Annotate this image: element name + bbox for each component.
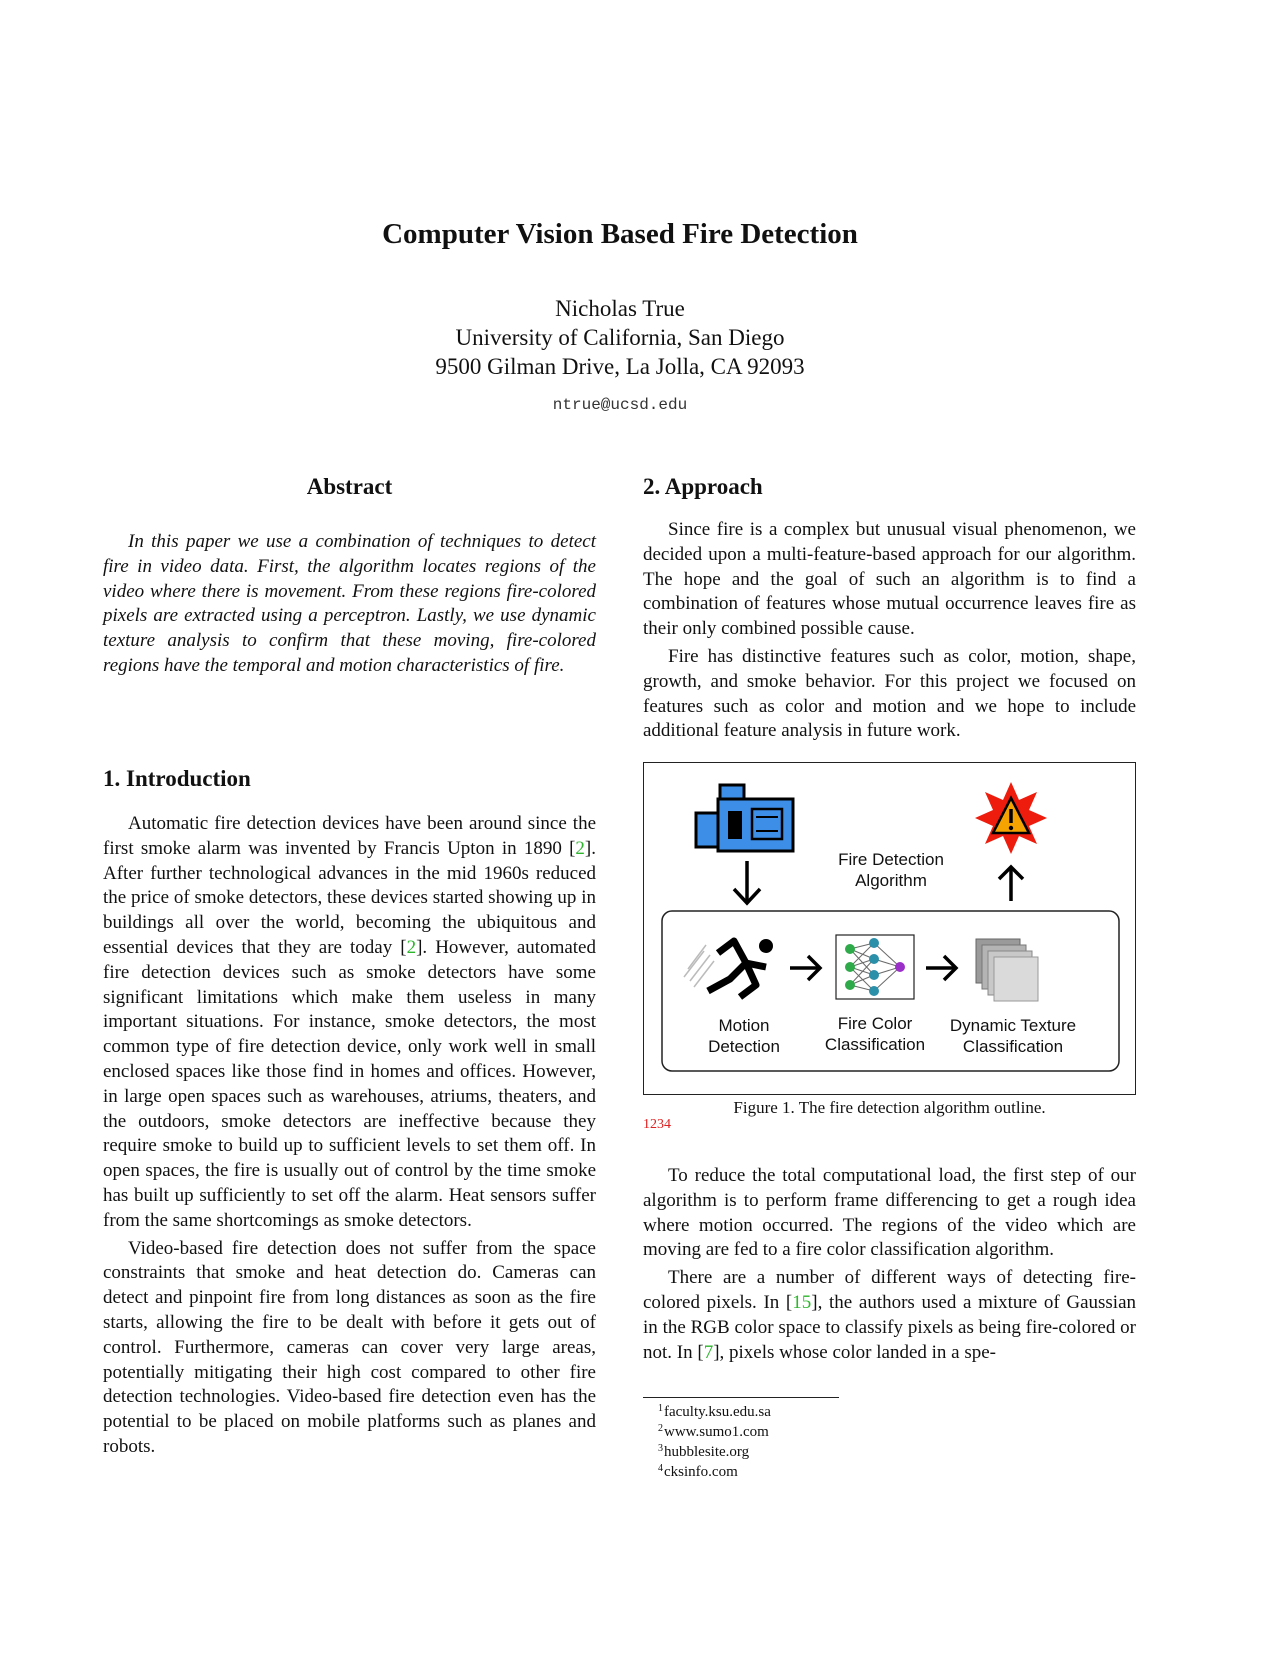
approach-heading: 2. Approach bbox=[643, 474, 763, 499]
introduction-paragraph-1: Automatic fire detection devices have been around since the first smoke alarm was invented by Francis Upton in 1890 [2]. After further technological advances in the mid 1960s reduced the price of smoke detectors, these devices started showing up in buildings all over the world, becoming the ubiquitous and essential devices that they are today [2]. However, automated fire detection devices such as smoke detectors have some significant limitations which make them useless in many important situations. For instance, smoke detectors, the most common type of fire detection device, only work well in small enclosed spaces like those find in homes and offices. However, in large open spaces such as warehouses, atriums, theaters, and the outdoors, smoke detectors are ineffective because they require smoke to build up to sufficient levels to set them off. In open spaces, the fire is usually out of control by the time smoke has built up sufficiently to set off the alarm. Heat sensors suffer from the same shortcomings as smoke detectors. bbox=[103, 813, 596, 1231]
footnote-4: $^4$cksinfo.com bbox=[658, 1463, 738, 1480]
abstract-heading: Abstract bbox=[306, 474, 393, 499]
arrow-right-icon bbox=[790, 956, 820, 980]
running-person-icon bbox=[684, 939, 773, 997]
author-email: ntrue@ucsd.edu bbox=[552, 396, 688, 414]
texture-frames-icon bbox=[976, 939, 1038, 1001]
citation-link[interactable]: 7 bbox=[703, 1341, 714, 1363]
video-camera-icon bbox=[696, 785, 793, 851]
figure-caption: Figure 1. The fire detection algorithm outline. bbox=[733, 1098, 1046, 1117]
warning-alarm-icon bbox=[975, 782, 1047, 854]
footnote-2: $^2$www.sumo1.com bbox=[658, 1423, 769, 1440]
algorithm-diagram bbox=[644, 763, 1135, 1094]
footnote-1: $^1$faculty.ksu.edu.sa bbox=[658, 1403, 771, 1420]
footnote-rule bbox=[643, 1397, 839, 1398]
arrow-down-icon bbox=[734, 861, 760, 903]
approach-paragraph-4: There are a number of different ways of detecting fire-colored pixels. In [15], the authors used a mixture of Gaussian in the RGB color space to classify pixels as being fire-colored or not. In [7], pixels whose color landed in a spe- bbox=[643, 1267, 1136, 1363]
author-address: 9500 Gilman Drive, La Jolla, CA 92093 bbox=[435, 354, 805, 379]
citation-link[interactable]: 2 bbox=[406, 936, 417, 958]
arrow-up-icon bbox=[999, 867, 1023, 901]
algorithm-label-line-2: Algorithm bbox=[855, 871, 927, 890]
introduction-heading: 1. Introduction bbox=[103, 766, 251, 791]
motion-label-line-2: Detection bbox=[708, 1037, 780, 1056]
approach-paragraph-1: Since fire is a complex but unusual visual phenomenon, we decided upon a multi-feature-based approach for our algorithm. The hope and the goal of such an algorithm is to find a combination of features whose mutual occurrence leaves fire as their only combined possible cause. bbox=[643, 519, 1136, 640]
approach-body bbox=[643, 518, 1136, 744]
color-label-line-2: Classification bbox=[824, 1035, 926, 1054]
arrow-right-icon bbox=[926, 956, 956, 980]
texture-label-line-1: Dynamic Texture bbox=[949, 1016, 1077, 1035]
paper-title: Computer Vision Based Fire Detection bbox=[382, 218, 858, 250]
abstract-paragraph: In this paper we use a combination of techniques to detect fire in video data. First, the algorithm locates regions of the video where there is movement. From these regions fire-colored pixels are extracted using a perceptron. Lastly, we use dynamic texture analysis to confirm that these moving, fire-colored regions have the temporal and motion characteristics of fire. bbox=[103, 531, 596, 676]
introduction-paragraph-2: Video-based fire detection does not suffer from the space constraints that smoke and heat detection do. Cameras can detect and pinpoint fire from long distances as soon as the fire starts, allowing the fire to be dealt with before it gets out of control. Furthermore, cameras can cover very large areas, potentially mitigating their high cost compared to other fire detection technologies. Video-based fire detection even has the potential to be placed on mobile platforms such as planes and robots. bbox=[103, 1237, 596, 1457]
introduction-body bbox=[103, 812, 596, 1460]
texture-label-line-2: Classification bbox=[962, 1037, 1064, 1056]
footnote-marker: 1234 bbox=[643, 1117, 671, 1132]
figure-1 bbox=[643, 762, 1136, 1095]
footnote-3: $^3$hubblesite.org bbox=[658, 1443, 750, 1460]
abstract-text bbox=[103, 530, 596, 679]
citation-link[interactable]: 15 bbox=[792, 1291, 812, 1313]
color-label-line-1: Fire Color bbox=[837, 1014, 913, 1033]
author-name: Nicholas True bbox=[555, 296, 685, 321]
algorithm-label-line-1: Fire Detection bbox=[838, 850, 944, 869]
author-affiliation: University of California, San Diego bbox=[455, 325, 785, 350]
approach-body-continued bbox=[643, 1164, 1136, 1365]
approach-paragraph-3: To reduce the total computational load, the first step of our algorithm is to perform frame differencing to get a rough idea where motion occurred. The regions of the video which are moving are fed to a fire color classification algorithm. bbox=[643, 1165, 1136, 1261]
neural-network-icon bbox=[836, 935, 914, 999]
citation-link[interactable]: 2 bbox=[575, 837, 585, 859]
approach-paragraph-2: Fire has distinctive features such as color, motion, shape, growth, and smoke behavior. For this project we focused on features such as color and motion and we hope to include additional feature analysis in future work. bbox=[643, 645, 1136, 742]
motion-label-line-1: Motion bbox=[718, 1016, 770, 1035]
